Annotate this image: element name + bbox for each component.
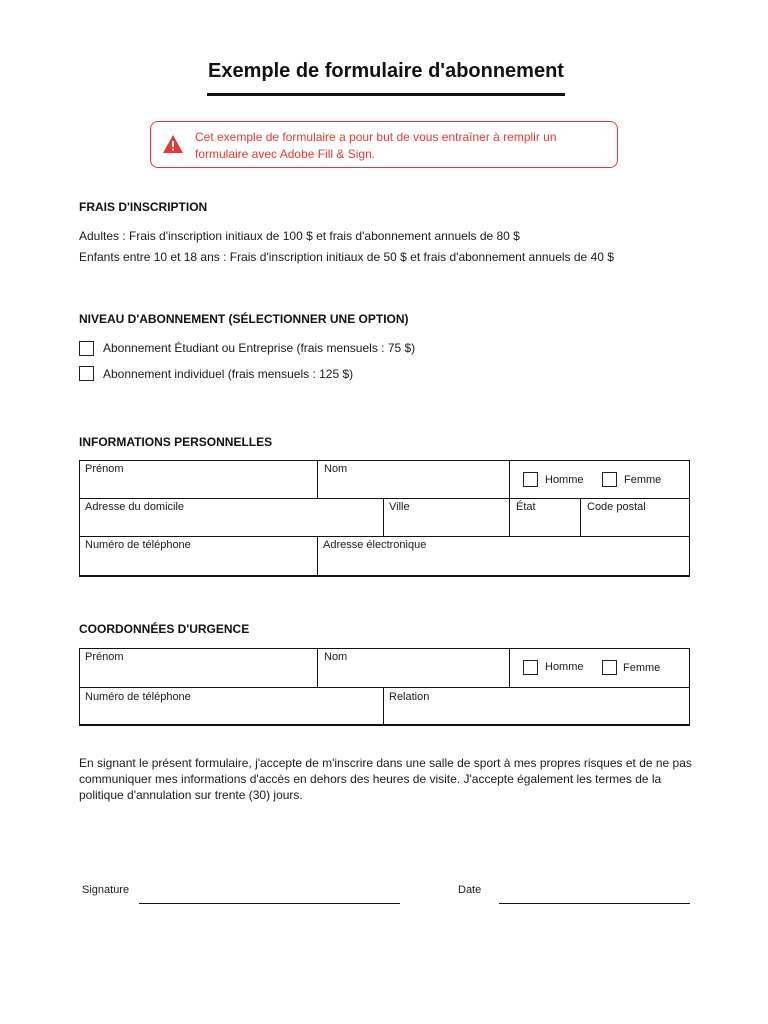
membership-individual-label: Abonnement individuel (frais mensuels : 125 $) bbox=[103, 367, 354, 381]
emergency-female-label: Femme bbox=[623, 662, 661, 674]
emergency-female-checkbox[interactable] bbox=[602, 660, 617, 675]
date-field[interactable] bbox=[499, 880, 690, 904]
table-divider bbox=[509, 648, 510, 687]
membership-heading: NIVEAU D'ABONNEMENT (SÉLECTIONNER UNE OPTION) bbox=[79, 312, 409, 326]
personal-female-checkbox[interactable] bbox=[602, 472, 617, 487]
personal-phone-label: Numéro de téléphone bbox=[85, 539, 191, 551]
signature-label: Signature bbox=[82, 884, 130, 896]
page-title: Exemple de formulaire d'abonnement bbox=[208, 60, 564, 82]
fees-heading: FRAIS D'INSCRIPTION bbox=[79, 200, 208, 214]
emergency-last-name-label: Nom bbox=[324, 651, 348, 663]
personal-city-label: Ville bbox=[389, 501, 410, 513]
fees-adults: Adultes : Frais d'inscription initiaux de 100 $ et frais d'abonnement annuels de 80 $ bbox=[79, 229, 520, 243]
personal-first-name-label: Prénom bbox=[85, 463, 124, 475]
personal-female-label: Femme bbox=[624, 474, 662, 486]
personal-zip-label: Code postal bbox=[587, 501, 646, 513]
warning-icon bbox=[163, 135, 183, 153]
date-line bbox=[499, 903, 690, 904]
title-underline bbox=[207, 93, 565, 96]
personal-male-checkbox[interactable] bbox=[523, 472, 538, 487]
signature-field[interactable] bbox=[139, 880, 400, 904]
personal-heading: INFORMATIONS PERSONNELLES bbox=[79, 435, 273, 449]
signature-line bbox=[139, 903, 400, 904]
emergency-male-checkbox[interactable] bbox=[523, 660, 538, 675]
personal-address-label: Adresse du domicile bbox=[85, 501, 185, 513]
emergency-first-name-label: Prénom bbox=[85, 651, 124, 663]
membership-student-checkbox[interactable] bbox=[79, 341, 94, 356]
personal-state-label: État bbox=[516, 501, 536, 513]
membership-individual-checkbox[interactable] bbox=[79, 366, 94, 381]
emergency-heading: COORDONNÉES D'URGENCE bbox=[79, 622, 250, 636]
agreement-text: En signant le présent formulaire, j'accepte de m'inscrire dans une salle de sport à mes propres risques et de ne pas communiquer mes informations d'accès en dehors des heures de visite. J'accepte également les termes de la politique d'annulation sur trente (30) jours. bbox=[79, 756, 692, 802]
membership-student-label: Abonnement Étudiant ou Entreprise (frais mensuels : 75 $) bbox=[103, 341, 416, 355]
emergency-relation-label: Relation bbox=[389, 691, 430, 703]
table-divider bbox=[509, 460, 510, 498]
emergency-phone-label: Numéro de téléphone bbox=[85, 691, 191, 703]
date-label: Date bbox=[458, 884, 482, 896]
emergency-male-label: Homme bbox=[545, 661, 584, 673]
notice-text: Cet exemple de formulaire a pour but de vous entraîner à remplir un formulaire avec Adobe Fill & Sign. bbox=[195, 130, 557, 161]
personal-email-label: Adresse électronique bbox=[323, 539, 427, 551]
personal-male-label: Homme bbox=[545, 474, 584, 486]
emergency-relation-field[interactable] bbox=[384, 688, 689, 724]
personal-last-name-label: Nom bbox=[324, 463, 348, 475]
fees-children: Enfants entre 10 et 18 ans : Frais d'inscription initiaux de 50 $ et frais d'abonnement annuels de 40 $ bbox=[79, 250, 614, 264]
